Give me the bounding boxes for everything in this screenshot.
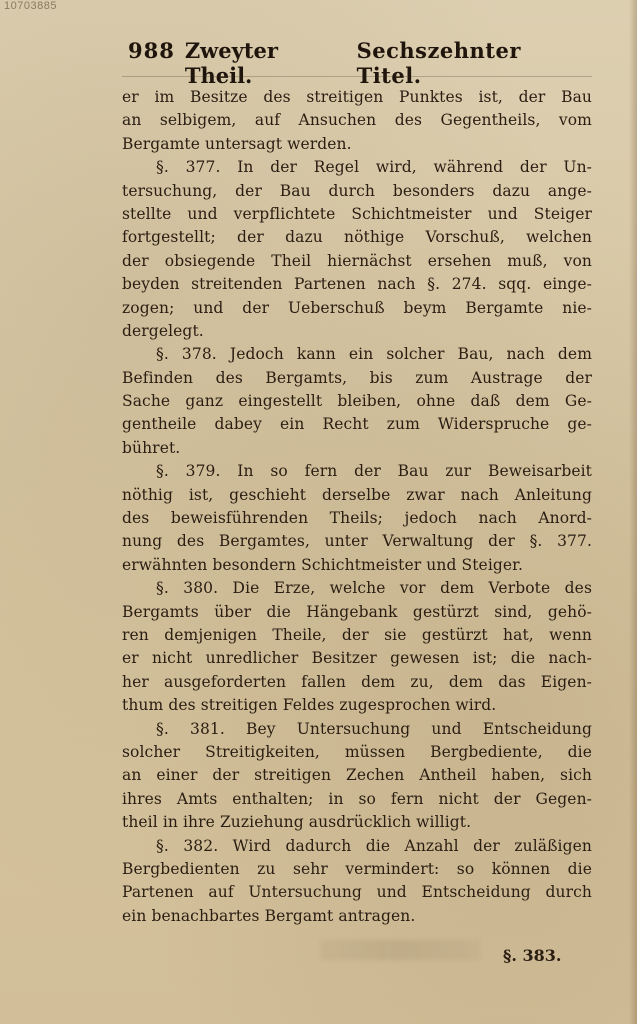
running-header xyxy=(128,38,568,88)
text-line: erwähnten besondern Schichtmeister und Steiger. xyxy=(122,555,524,574)
text-line: an selbigem, auf Ansuchen des Gegentheils, vom xyxy=(122,111,592,130)
page-number: 988 xyxy=(128,38,175,63)
text-line: her ausgeforderten fallen dem zu, dem das Eigen- xyxy=(122,672,592,691)
text-line: tersuchung, der Bau durch besonders dazu ange- xyxy=(122,181,592,200)
text-line: §. 379. In so fern der Bau zur Beweisarbeit xyxy=(156,462,592,481)
text-line: an einer der streitigen Zechen Antheil haben, sich xyxy=(122,766,592,785)
text-line: §. 381. Bey Untersuchung und Entscheidung xyxy=(156,719,592,738)
text-line: §. 380. Die Erze, welche vor dem Verbote des xyxy=(156,579,592,598)
text-line: dergelegt. xyxy=(122,321,204,340)
text-line: solcher Streitigkeiten, müssen Bergbediente, die xyxy=(122,742,592,761)
text-line: er im Besitze des streitigen Punktes ist, der Bau xyxy=(122,88,592,106)
text-line: ein benachbartes Bergamt antragen. xyxy=(122,906,416,925)
bleed-through-smudge xyxy=(320,940,480,960)
catalog-id: 10703885 xyxy=(4,0,57,12)
text-line: §. 377. In der Regel wird, während der Un- xyxy=(156,158,592,177)
header-rule xyxy=(122,76,592,77)
text-line: ihres Amts enthalten; in so fern nicht der Gegen- xyxy=(122,789,592,808)
text-line: Partenen auf Untersuchung und Entscheidung durch xyxy=(122,883,592,902)
text-line: theil in ihre Zuziehung ausdrücklich willigt. xyxy=(122,813,472,832)
text-line: Bergamts über die Hängebank gestürzt sind, gehö- xyxy=(122,602,592,621)
header-title: Sechszehnter Titel. xyxy=(356,38,521,88)
text-line: gentheile dabey ein Recht zum Widerspruche ge- xyxy=(122,415,592,434)
text-line: des beweisführenden Theils; jedoch nach Anord- xyxy=(122,509,592,528)
body-text xyxy=(122,86,592,928)
text-line: fortgestellt; der dazu nöthige Vorschuß, welchen xyxy=(122,228,592,247)
text-line: zogen; und der Ueberschuß beym Bergamte nie- xyxy=(122,298,592,317)
text-line: nöthig ist, geschieht derselbe zwar nach Anleitung xyxy=(122,485,592,504)
text-line: er nicht unredlicher Besitzer gewesen ist; die nach- xyxy=(122,649,592,668)
text-line: nung des Bergamtes, unter Verwaltung der §. 377. xyxy=(122,532,592,551)
text-line: thum des streitigen Feldes zugesprochen wird. xyxy=(122,696,497,715)
text-line: stellte und verpflichtete Schichtmeister und Steiger xyxy=(122,204,592,223)
text-line: Bergamte untersagt werden. xyxy=(122,134,352,153)
text-line: Befinden des Bergamts, bis zum Austrage der xyxy=(122,368,592,387)
text-line: beyden streitenden Partenen nach §. 274. sqq. einge- xyxy=(122,275,592,294)
text-line: bühret. xyxy=(122,438,181,457)
text-line: ren demjenigen Theile, der sie gestürzt hat, wenn xyxy=(122,625,592,644)
catchword: §. 383. xyxy=(503,946,562,965)
text-line: §. 378. Jedoch kann ein solcher Bau, nach dem xyxy=(156,345,592,364)
text-line: der obsiegende Theil hiernächst ersehen muß, von xyxy=(122,251,592,270)
text-line: §. 382. Wird dadurch die Anzahl der zuläßigen xyxy=(156,836,592,855)
header-part: Zweyter Theil. xyxy=(184,38,278,88)
text-line: Bergbedienten zu sehr vermindert: so können die xyxy=(122,859,592,878)
text-line: Sache ganz eingestellt bleiben, ohne daß dem Ge- xyxy=(122,392,592,411)
